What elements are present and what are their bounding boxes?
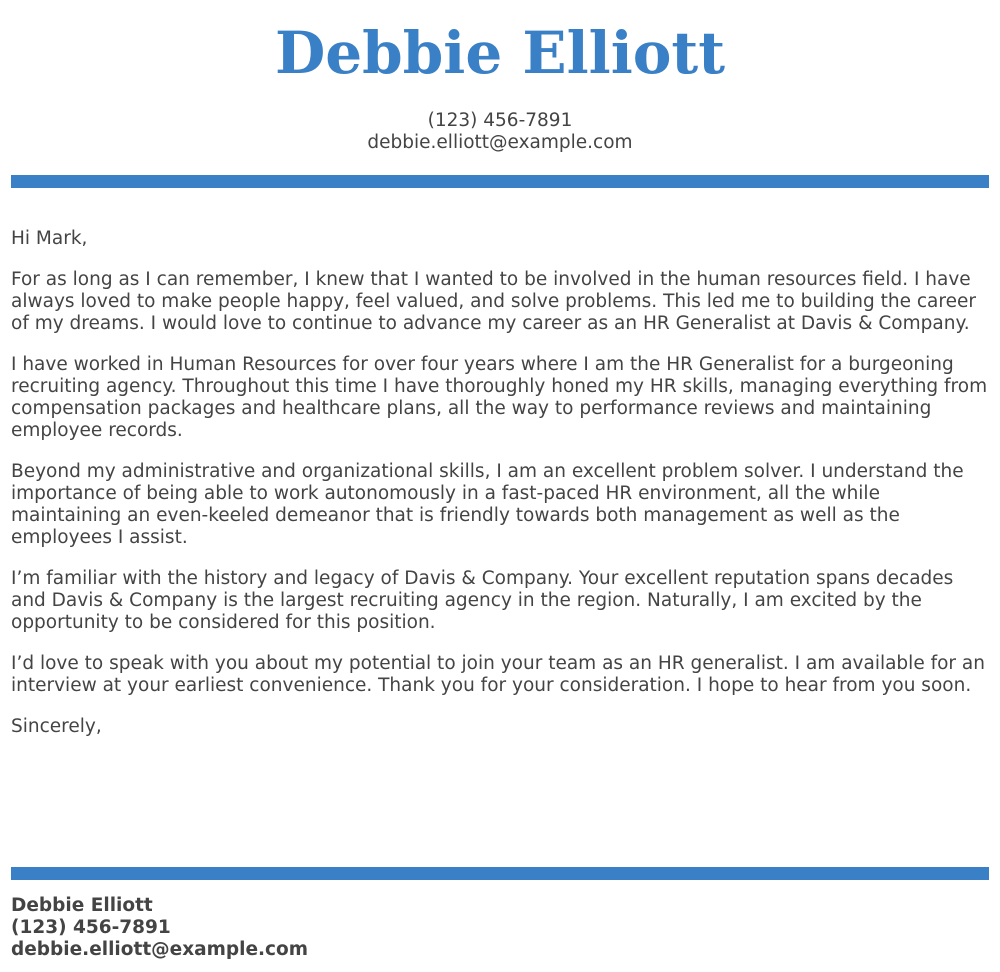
signature-phone: (123) 456-7891 — [11, 917, 171, 938]
header-name: Debbie Elliott — [274, 19, 725, 87]
letter-paragraph-3: Beyond my administrative and organizational skills, I am an excellent problem solver. I understand the importance of being able to work autonomously in a fast-paced HR environment, all the while maintaining an even-keeled demeanor that is friendly towards both management as well as the employees I assist. — [11, 461, 964, 548]
signature-email: debbie.elliott@example.com — [11, 939, 309, 960]
letter-salutation: Hi Mark, — [11, 228, 88, 249]
top-divider — [11, 175, 989, 188]
signature-name: Debbie Elliott — [11, 895, 153, 916]
letter-paragraph-4: I’m familiar with the history and legacy of Davis & Company. Your excellent reputation spans decades and Davis & Company is the largest recruiting agency in the region. Naturally, I am excited by the opportunity to be considered for this position. — [11, 568, 954, 633]
bottom-divider — [11, 867, 989, 880]
letter-paragraph-1: For as long as I can remember, I knew that I wanted to be involved in the human resources field. I have always loved to make people happy, feel valued, and solve problems. This led me to building the career of my dreams. I would love to continue to advance my career as an HR Generalist at Davis & Company. — [11, 269, 976, 334]
signature-block — [11, 895, 308, 961]
letter-closing: Sincerely, — [11, 716, 102, 737]
header-email: debbie.elliott@example.com — [367, 132, 633, 153]
letter-paragraph-5: I’d love to speak with you about my potential to join your team as an HR generalist. I am available for an interview at your earliest convenience. Thank you for your consideration. I hope to hear from you soon. — [11, 653, 985, 696]
letter-paragraph-2: I have worked in Human Resources for over four years where I am the HR Generalist for a burgeoning recruiting agency. Throughout this time I have thoroughly honed my HR skills, managing everything from compensation packages and healthcare plans, all the way to performance reviews and maintaining employee records. — [11, 354, 988, 441]
header-phone: (123) 456-7891 — [427, 110, 573, 131]
letter-body — [11, 228, 991, 757]
